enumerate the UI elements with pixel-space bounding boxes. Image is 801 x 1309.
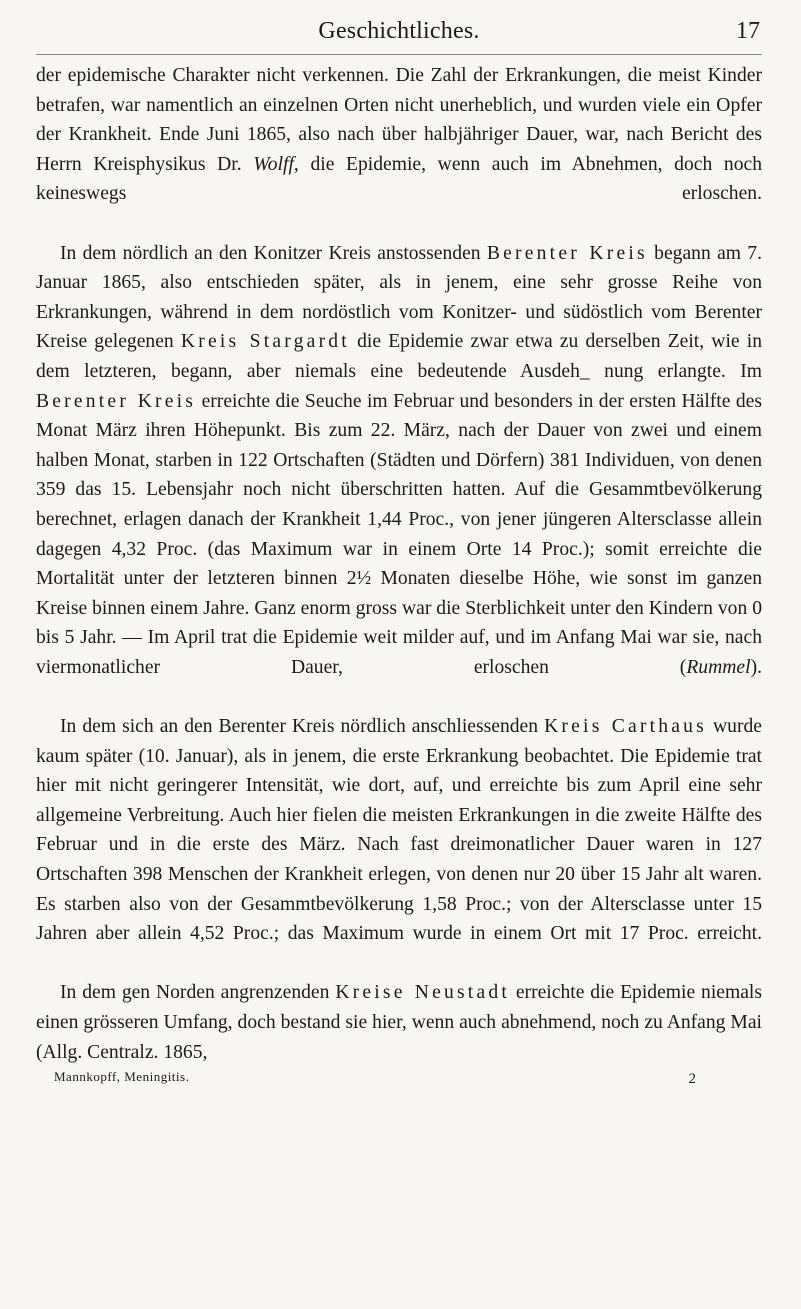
text-run: erreichte die Epidemie niemals einen grösseren Umfang, doch bestand sie hier, wenn auch abnehmend, noch zu Anfang Mai (Allg. Centralz. 1865, [36,982,762,1063]
spaced-district-name: Kreis Carthaus [544,716,707,738]
paragraph [36,978,762,1067]
running-header [36,14,762,55]
text-run: ). [750,656,762,678]
text-run: wurde kaum später (10. Januar), als in jenem, die erste Erkrankung beobachtet. Die Epidemie trat hier mit nicht geringerer Intensität, wie dort, auf, und erreichte bis zum April eine sehr allgemeine Verbreitung. Auch hier fielen die meisten Erkrankungen in die zweite Hälfte des Februar und in die erste des März. Nach fast dreimonatlicher Dauer waren in 127 Ortschaften 398 Menschen der Krankheit erlegen, von denen nur 20 über 15 Jahr alt waren. Es starben also von der Gesammtbevölkerung 1,58 Proc.; von der Altersclasse unter 15 Jahren aber allein 4,52 Proc.; das Maximum wurde in einem Ort mit 17 Proc. erreicht. [36,716,762,945]
printer-signature: Mannkopff, Meningitis. [54,1069,190,1085]
text-run: In dem gen Norden angrenzenden [60,982,336,1004]
page-number: 17 [736,18,760,44]
text-run: begann am 7. Januar 1865, also entschieden später, als in jenem, eine sehr grosse Reihe von Erkrankungen, während in dem nordöstlich vom Konitzer- und südöstlich vom Berenter Kreise gelegenen [36,242,762,353]
spaced-district-name: Kreis Stargardt [180,331,350,353]
document-page [36,14,762,1294]
paragraph [36,61,762,239]
text-run: , die Epidemie, wenn auch im Abnehmen, doch noch keineswegs erloschen. [36,153,762,205]
text-run: erreichte die Seuche im Februar und besonders in der ersten Hälfte des Monat März ihren Höhepunkt. Bis zum 22. März, nach der Dauer von zwei und einem halben Monat, starben in 122 Ortschaften (Städten und Dörfern) 381 Individuen, von denen 359 das 15. Lebensjahr noch nicht überschritten hatten. Auf die Gesammtbevölkerung berechnet, erlagen danach der Krankheit 1,44 Proc., von jener jüngeren Altersclasse allein dagegen 4,32 Proc. (das Maximum war in einem Orte 14 Proc.); somit erreichte die Mortalität unter der letzteren binnen 2½ Monaten dieselbe Höhe, wie sonst im ganzen Kreise binnen einem Jahre. Ganz enorm gross war die Sterblichkeit unter den Kindern von 0 bis 5 Jahr. — Im April trat die Epidemie weit milder auf, und im Anfang Mai war sie, nach viermonatlicher Dauer, erloschen ( [36,390,762,678]
paragraph [36,239,762,713]
body-text [36,61,762,1067]
italic-name: Rummel [686,656,751,678]
signature-number: 2 [688,1071,696,1088]
italic-name: Wolff [253,153,294,175]
text-run: der epidemische Charakter nicht verkennen. Die Zahl der Erkrankungen, die meist Kinder betrafen, war namentlich an einzelnen Orten nicht unerheblich, und wurden viele ein Opfer der Krankheit. Ende Juni 1865, also nach über halbjähriger Dauer, war, nach Bericht des Herrn Kreisphysikus Dr. [36,65,762,175]
text-run: In dem nördlich an den Konitzer Kreis anstossenden [60,242,487,264]
running-title: Geschichtliches. [318,18,480,44]
spaced-district-name: Berenter Kreis [486,242,648,264]
spaced-district-name: Berenter Kreis [36,390,197,412]
text-run: die Epidemie zwar etwa zu derselben Zeit, wie in dem letzteren, begann, aber niemals eine bedeutende Ausdeh_ nung erlangte. Im [36,331,762,382]
spaced-district-name: Kreise Neustadt [335,982,510,1004]
paragraph [36,712,762,978]
text-run: In dem sich an den Berenter Kreis nördlich anschliessenden [60,716,545,738]
page-footer [36,1069,762,1091]
